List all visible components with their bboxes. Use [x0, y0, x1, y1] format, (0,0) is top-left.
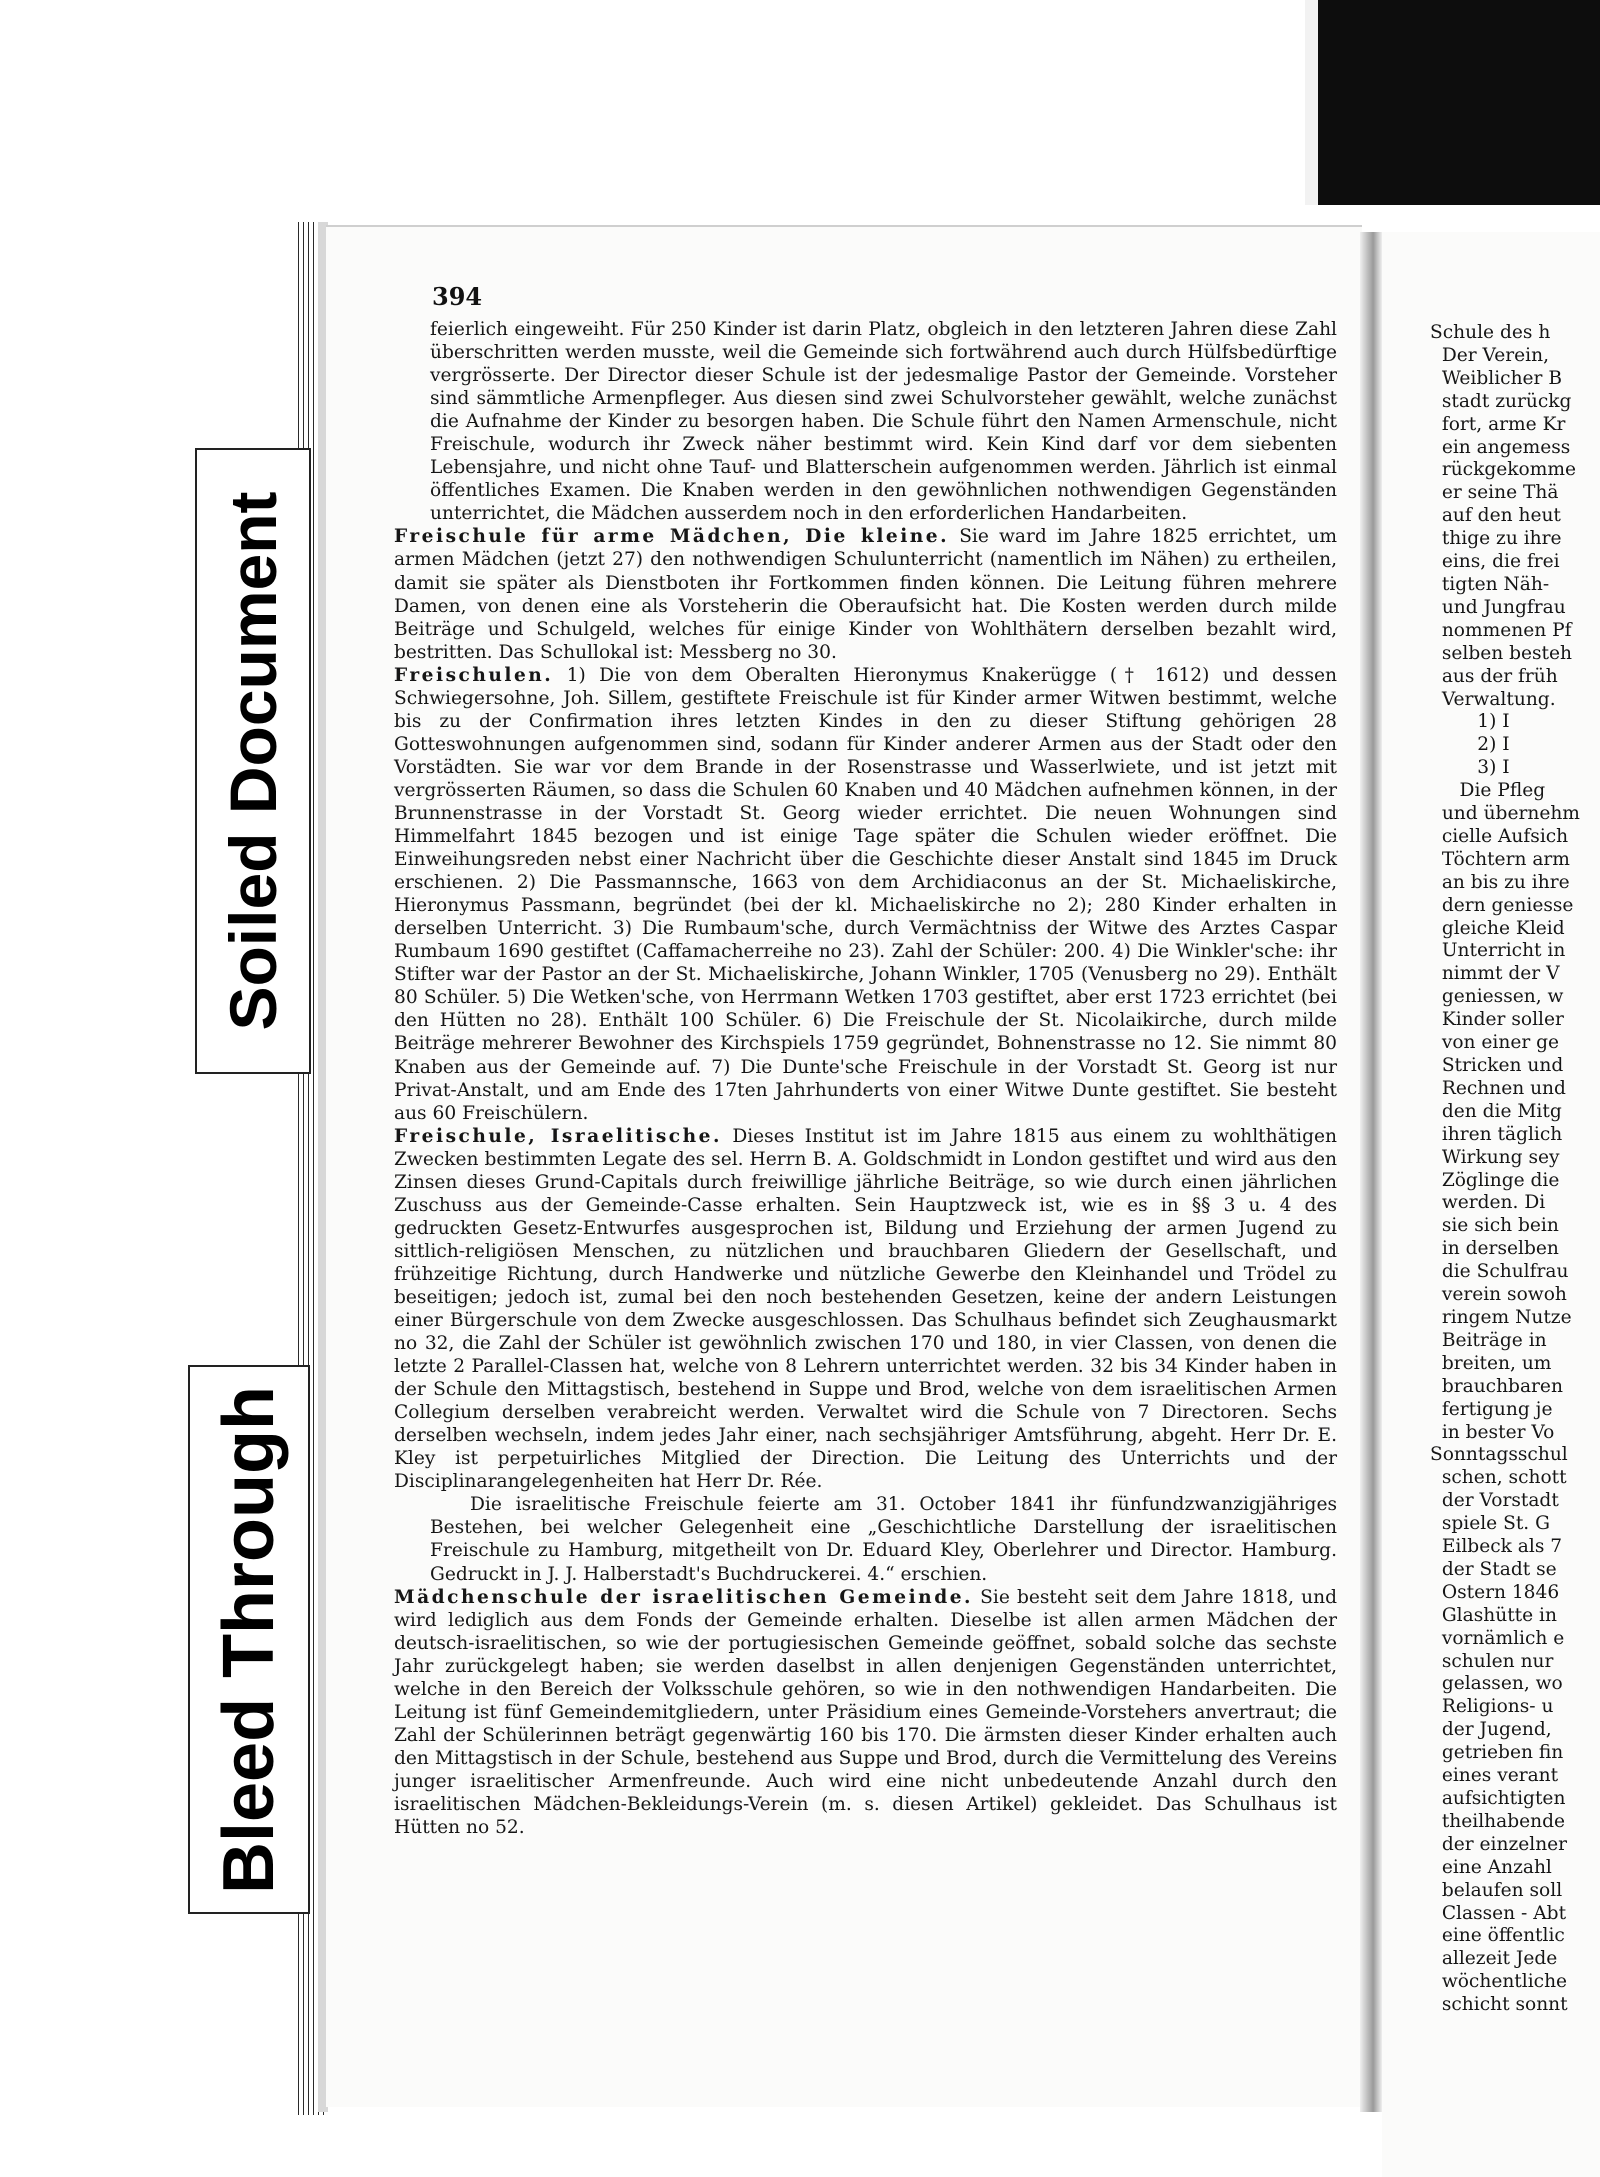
right-page-line: der Jugend,: [1430, 1719, 1552, 1741]
right-page-line: rückgekomme: [1430, 459, 1576, 481]
page-number: 394: [432, 282, 483, 311]
right-page-line: er seine Thä: [1430, 482, 1559, 504]
right-page-line: an bis zu ihre: [1430, 871, 1570, 893]
book-gutter: [1360, 232, 1382, 2112]
right-page-line: der einzelner: [1430, 1833, 1568, 1855]
dictionary-entry: [394, 664, 1337, 1125]
right-page-line: Rechnen und: [1430, 1077, 1566, 1099]
right-page-line: von einer ge: [1430, 1032, 1560, 1054]
right-page-line: 3) I: [1430, 757, 1510, 779]
entry-heading: Freischule, Israelitische.: [394, 1125, 722, 1147]
entry-heading: Freischule für arme Mädchen, Die kleine.: [394, 526, 950, 548]
right-page-line: schulen nur: [1430, 1650, 1554, 1672]
right-page-line: sie sich bein: [1430, 1215, 1559, 1237]
bleed-through-label-text: Bleed Through: [209, 1385, 289, 1894]
right-page-line: Glashütte in: [1430, 1604, 1557, 1626]
right-page-line: und Jungfrau: [1430, 596, 1566, 618]
entry-text: Sie besteht seit dem Jahre 1818, und wird lediglich aus dem Fonds der Gemeinde erhalten. Dieselbe ist allen armen Mädchen der deutsch-israelitischen, so wie der portugiesischen Gemeinde geöffnet, sobald solche das sechste Jahr zurückgelegt haben; sie werden daselbst in allen denjenigen Gegenständen unterrichtet, welche in den Bereich der Volksschule gehören, so wie in den nothwendigen Handarbeiten. Die Leitung ist fünf Gemeindemitgliedern, unter Präsidium eines Gemeinde-Vorstehers anvertraut; die Zahl der Schülerinnen beträgt gegenwärtig 160 bis 170. Die ärmsten dieser Kinder erhalten auch den Mittagstisch in der Schule, bestehend aus Suppe und Brod, durch die Vermittelung des Vereins junger israelitischer Armenfreunde. Auch wird eine nicht unbedeutende Anzahl durch den israelitischen Mädchen-Bekleidungs-Verein (m. s. diesen Artikel) gekleidet. Das Schulhaus ist Hütten no 52.: [394, 1586, 1337, 1839]
soiled-document-label: [195, 448, 311, 1074]
right-page-line: Wirkung sey: [1430, 1146, 1560, 1168]
right-page-line: der Vorstadt: [1430, 1490, 1559, 1512]
entry-heading: Freischulen.: [394, 664, 554, 686]
entry-text: Die israelitische Freischule feierte am 31. October 1841 ihr fünfundzwanzigjähriges Bestehen, bei welcher Gelegenheit eine „Geschichtliche Darstellung der israelitischen Freischule zu Hamburg, mitgetheilt von Dr. Eduard Kley, Oberlehrer und Director. Hamburg. Gedruckt in J. J. Halberstadt's Buchdruckerei. 4.“ erschien.: [430, 1494, 1337, 1585]
right-page-line: cielle Aufsich: [1430, 825, 1569, 847]
right-page-line: Töchtern arm: [1430, 848, 1570, 870]
right-page-line: dern geniesse: [1430, 894, 1574, 916]
right-page-line: fort, arme Kr: [1430, 413, 1566, 435]
page-edge-strip: [1305, 0, 1318, 205]
dictionary-entry: [394, 1586, 1337, 1840]
entry-text: 1) Die von dem Oberalten Hieronymus Knakerügge († 1612) und dessen Schwiegersohne, Joh. Sillem, gestiftete Freischule ist für Kinder armer Witwen bestimmt, welche bis zu der Confirmation ihres letzten Kindes in den zu dieser Stiftung gehörigen 28 Gotteswohnungen aufgenommen sind, sodann für Kinder anderer Armen aus der Stadt oder den Vorstädten. Sie war vor dem Brande in der Rosenstrasse und Wasserlwiete, und ist jetzt mit vergrösserten Räumen, so dass die Schulen 60 Knaben und 40 Mädchen aufnehmen können, in der Brunnenstrasse in der Vorstadt St. Georg wieder errichtet. Die neuen Wohnungen sind Himmelfahrt 1845 bezogen und ist einige Tage später die Schulen wieder eröffnet. Die Einweihungsreden nebst einer Nachricht über die Geschichte dieser Anstalt sind 1845 im Druck erschienen. 2) Die Passmannsche, 1663 von dem Archidiaconus an der St. Michaeliskirche, Hieronymus Passmann, begründet (bei der kl. Michaeliskirche no 2); 280 Kinder erhalten in derselben Unterricht. 3) Die Rumbaum'sche, durch Vermächtniss der Witwe des Arztes Caspar Rumbaum 1690 gestiftet (Caffamacherreihe no 23). Zahl der Schüler: 200. 4) Die Winkler'sche: ihr Stifter war der Pastor an der St. Michaeliskirche, Johann Winkler, 1705 (Venusberg no 29). Enthält 80 Schüler. 5) Die Wetken'sche, von Herrmann Wetken 1703 gestiftet, aber erst 1723 errichtet (bei den Hütten no 28). Enthält 100 Schüler. 6) Die Freischule der St. Nicolaikirche, durch milde Beiträge mehrerer Bewohner des Kirchspiels 1759 gegründet, Bohnenstrasse no 12. Sie nimmt 80 Knaben aus der Gemeinde auf. 7) Die Dunte'sche Freischule in der Vorstadt St. Georg ist nur Privat-Anstalt, und am Ende des 17ten Jahrhunderts von einer Witwe Dunte gestiftet. Sie besteht aus 60 Freischülern.: [394, 664, 1337, 1124]
right-page-line: Classen - Abt: [1430, 1902, 1567, 1924]
right-page-line: allezeit Jede: [1430, 1948, 1558, 1970]
dictionary-entry: [430, 318, 1337, 525]
entry-text: Dieses Institut ist im Jahre 1815 aus einem zu wohlthätigen Zwecken bestimmten Legate des sel. Herrn B. A. Goldschmidt in London gestiftet und wird aus den Zinsen dieses Grund-Capitals durch freiwillige jährliche Beiträge, so wie durch einen jährlichen Zuschuss aus der Gemeinde-Casse erhalten. Sein Hauptzweck ist, wie es in §§ 3 u. 4 des gedruckten Gesetz-Entwurfes ausgesprochen ist, Bildung und Erziehung der armen Jugend zu sittlich-religiösen Menschen, zu nützlichen und brauchbaren Gliedern der Gesellschaft, und frühzeitige Richtung, durch Handwerke und nützliche Gewerbe den Kleinhandel und Trödel zu beseitigen; jedoch ist, zumal bei den noch bestehenden Gesetzen, keine der andern Leistungen einer Bürgerschule von dem Zwecke ausgeschlossen. Das Schulhaus befindet sich Zeughausmarkt no 32, die Zahl der Schüler ist gewöhnlich zwischen 170 und 180, in vier Classen, von denen die letzte 2 Parallel-Classen hat, welche von 8 Lehrern unterrichtet werden. 32 bis 34 Kinder haben in der Schule den Mittagstisch, bestehend in Suppe und Brod, welche von dem israelitischen Armen Collegium derselben verabreicht werden. Verwaltet wird die Schule von 7 Directoren. Sechs derselben wechseln, indem jedes Jahr einer, nach sechsjähriger Amtsführung, abgeht. Herr Dr. E. Kley ist perpetuirliches Mitglied der Direction. Die Leitung des Unterrichts und der Disciplinarangelegenheiten hat Herr Dr. Rée.: [394, 1125, 1337, 1493]
right-page-line: wöchentliche: [1430, 1971, 1568, 1993]
right-page-line: und übernehm: [1430, 803, 1580, 825]
right-page-line: getrieben fin: [1430, 1742, 1564, 1764]
right-page-line: spiele St. G: [1430, 1513, 1550, 1535]
right-page-line: werden. Di: [1430, 1192, 1546, 1214]
right-page-line: der Stadt se: [1430, 1558, 1557, 1580]
right-page-line: verein sowoh: [1430, 1284, 1567, 1306]
right-page-line: thige zu ihre: [1430, 528, 1562, 550]
right-page-line: auf den heut: [1430, 505, 1561, 527]
right-page-text-column: [1430, 322, 1600, 2017]
right-page-line: geniessen, w: [1430, 986, 1564, 1008]
right-page-line: selben besteh: [1430, 642, 1573, 664]
right-page-line: Stricken und: [1430, 1055, 1564, 1076]
right-page-line: Religions- u: [1430, 1696, 1554, 1718]
right-page-line: ringem Nutze: [1430, 1306, 1572, 1328]
right-page-line: Kinder soller: [1430, 1009, 1564, 1031]
right-page-line: aus der früh: [1430, 665, 1558, 687]
dictionary-entry: [394, 525, 1337, 663]
right-page-line: ein angemess: [1430, 436, 1571, 458]
right-page-line: schicht sonnt: [1430, 1994, 1568, 2016]
dictionary-entry: [394, 1125, 1337, 1494]
right-page-line: die Schulfrau: [1430, 1261, 1569, 1283]
right-page-line: gleiche Kleid: [1430, 917, 1565, 939]
right-page-line: nommenen Pf: [1430, 619, 1572, 641]
right-page-line: Beiträge in: [1430, 1329, 1547, 1351]
right-page-line: in bester Vo: [1430, 1421, 1555, 1443]
right-page-line: eine öffentlic: [1430, 1925, 1565, 1947]
dictionary-entry: [430, 1493, 1337, 1585]
right-page-line: Ostern 1846: [1430, 1581, 1560, 1603]
right-page-line: fertigung je: [1430, 1398, 1553, 1420]
right-page-line: nimmt der V: [1430, 963, 1560, 985]
right-page-line: stadt zurückg: [1430, 390, 1572, 412]
right-page-line: Unterricht in: [1430, 940, 1566, 962]
right-page-line: eines verant: [1430, 1765, 1559, 1787]
right-page-line: Schule des h: [1430, 322, 1551, 343]
right-page-line: eine Anzahl: [1430, 1856, 1552, 1878]
right-page-line: Weiblicher B: [1430, 367, 1563, 389]
right-page-line: Eilbeck als 7: [1430, 1536, 1563, 1558]
right-page-line: in derselben: [1430, 1238, 1559, 1260]
right-page-line: Zöglinge die: [1430, 1169, 1560, 1191]
right-page-line: eins, die frei: [1430, 551, 1560, 573]
bleed-through-label: [188, 1365, 310, 1914]
right-page-line: belaufen soll: [1430, 1879, 1563, 1901]
right-page-line: Die Pfleg: [1430, 780, 1546, 802]
right-page-line: Der Verein,: [1430, 344, 1549, 366]
right-page-line: schen, schott: [1430, 1467, 1567, 1489]
right-page-line: vornämlich e: [1430, 1627, 1565, 1649]
right-page-line: brauchbaren: [1430, 1375, 1563, 1397]
right-page-line: ihren täglich: [1430, 1123, 1563, 1145]
right-page-line: theilhabende: [1430, 1810, 1566, 1832]
right-page-line: Verwaltung.: [1430, 688, 1556, 710]
main-text-column: [394, 318, 1337, 1839]
right-page-line: 2) I: [1430, 734, 1510, 756]
right-page-line: gelassen, wo: [1430, 1673, 1563, 1695]
right-page-line: Sonntagsschul: [1430, 1444, 1568, 1466]
right-page-line: aufsichtigten: [1430, 1788, 1566, 1809]
right-page-line: 1) I: [1430, 711, 1510, 733]
entry-text: feierlich eingeweiht. Für 250 Kinder ist darin Platz, obgleich in den letzteren Jahren diese Zahl überschritten werden musste, weil die Gemeinde sich fortwährend auch durch Hülfsbedürftige vergrösserte. Der Director dieser Schule ist der jedesmalige Pastor der Gemeinde. Vorsteher sind sämmtliche Armenpfleger. Aus diesen sind zwei Schulvorsteher gewählt, welche zunächst die Aufnahme der Kinder zu besorgen haben. Die Schule führt den Namen Armenschule, nicht Freischule, wodurch ihr Zweck näher bestimmt wird. Kein Kind darf vor dem siebenten Lebensjahre, und nicht ohne Tauf- und Blatterschein aufgenommen werden. Jährlich ist einmal öffentliches Examen. Die Knaben werden in den gewöhnlichen nothwendigen Gegenständen unterrichtet, die Mädchen ausserdem noch in den erforderlichen Handarbeiten.: [430, 319, 1337, 525]
entry-heading: Mädchenschule der israelitischen Gemeinde.: [394, 1586, 973, 1608]
entry-text: Sie ward im Jahre 1825 errichtet, um armen Mädchen (jetzt 27) den nothwendigen Schulunterricht (namentlich im Nähen) zu ertheilen, damit sie später als Dienstboten ihr Fortkommen finden können. Die Leitung führen mehrere Damen, von denen eine als Vorsteherin die Oberaufsicht hat. Die Kosten werden durch milde Beiträge und Schulgeld, welches für einige Kinder von Wohlthätern derselben bezahlt wird, bestritten. Das Schullokal ist: Messberg no 30.: [394, 526, 1337, 663]
right-page-line: tigten Näh-: [1430, 573, 1550, 595]
right-page-line: den die Mitg: [1430, 1100, 1562, 1122]
right-page-line: breiten, um: [1430, 1352, 1552, 1374]
soiled-document-label-text: Soiled Document: [216, 491, 290, 1031]
dark-background-strip: [1318, 0, 1600, 205]
